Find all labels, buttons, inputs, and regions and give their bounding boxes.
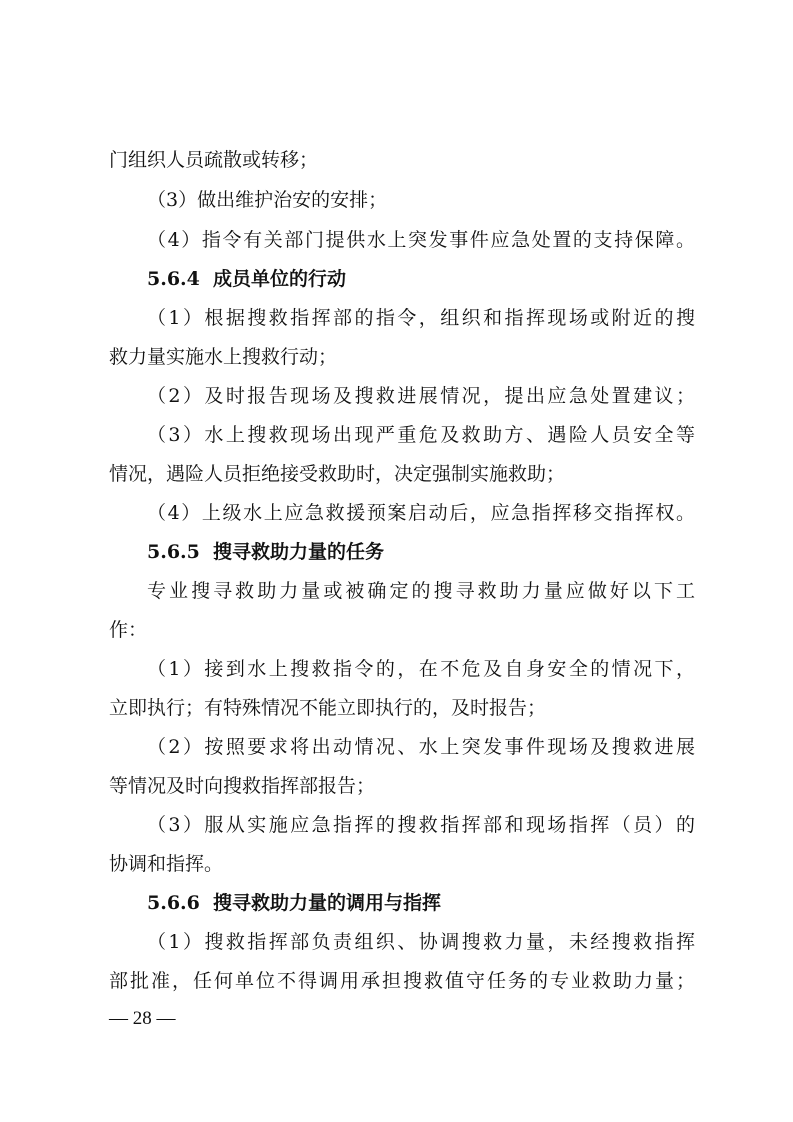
section-heading-5-6-4 [109, 267, 695, 291]
text-line: 情况，遇险人员拒绝接受救助时，决定强制实施救助； [109, 463, 566, 485]
section-title: 搜寻救助力量的调用与指挥 [213, 892, 442, 914]
text-line: 等情况及时向搜救指挥部报告； [109, 775, 376, 797]
section-number: 5.6.4 [147, 268, 200, 290]
section-title: 搜寻救助力量的任务 [213, 541, 385, 563]
section-number: 5.6.6 [147, 892, 200, 914]
paragraph-line: 专业搜寻救助力量或被确定的搜寻救助力量应做好以下工 [147, 580, 695, 602]
section-number: 5.6.5 [147, 541, 200, 563]
page-number: — 28 — [109, 1008, 176, 1029]
text-line: 作： [109, 619, 148, 641]
text-line: 立即执行；有特殊情况不能立即执行的，及时报告； [109, 697, 547, 719]
section-heading-5-6-6 [109, 891, 695, 915]
list-item: （3）水上搜救现场出现严重危及救助方、遇险人员安全等 [147, 424, 695, 446]
list-item: （3）做出维护治安的安排； [147, 189, 388, 211]
section-heading-5-6-5 [109, 540, 695, 564]
list-item: （3）服从实施应急指挥的搜救指挥部和现场指挥（员）的 [147, 814, 695, 836]
list-item: （1）搜救指挥部负责组织、协调搜救力量，未经搜救指挥 [147, 931, 695, 953]
list-item: （4）上级水上应急救援预案启动后，应急指挥移交指挥权。 [147, 502, 695, 524]
list-item: （2）按照要求将出动情况、水上突发事件现场及搜救进展 [147, 736, 695, 758]
list-item: （1）接到水上搜救指令的，在不危及自身安全的情况下， [147, 658, 695, 680]
text-line: 部批准，任何单位不得调用承担搜救值守任务的专业救助力量； [109, 970, 695, 992]
list-item: （4）指令有关部门提供水上突发事件应急处置的支持保障。 [147, 229, 695, 251]
text-line: 救力量实施水上搜救行动； [109, 346, 338, 368]
section-title: 成员单位的行动 [213, 268, 347, 290]
text-line: 门组织人员疏散或转移； [109, 149, 319, 171]
list-item: （2）及时报告现场及搜救进展情况，提出应急处置建议； [147, 385, 695, 407]
list-item: （1）根据搜救指挥部的指令，组织和指挥现场或附近的搜 [147, 307, 695, 329]
text-line: 协调和指挥。 [109, 853, 224, 875]
